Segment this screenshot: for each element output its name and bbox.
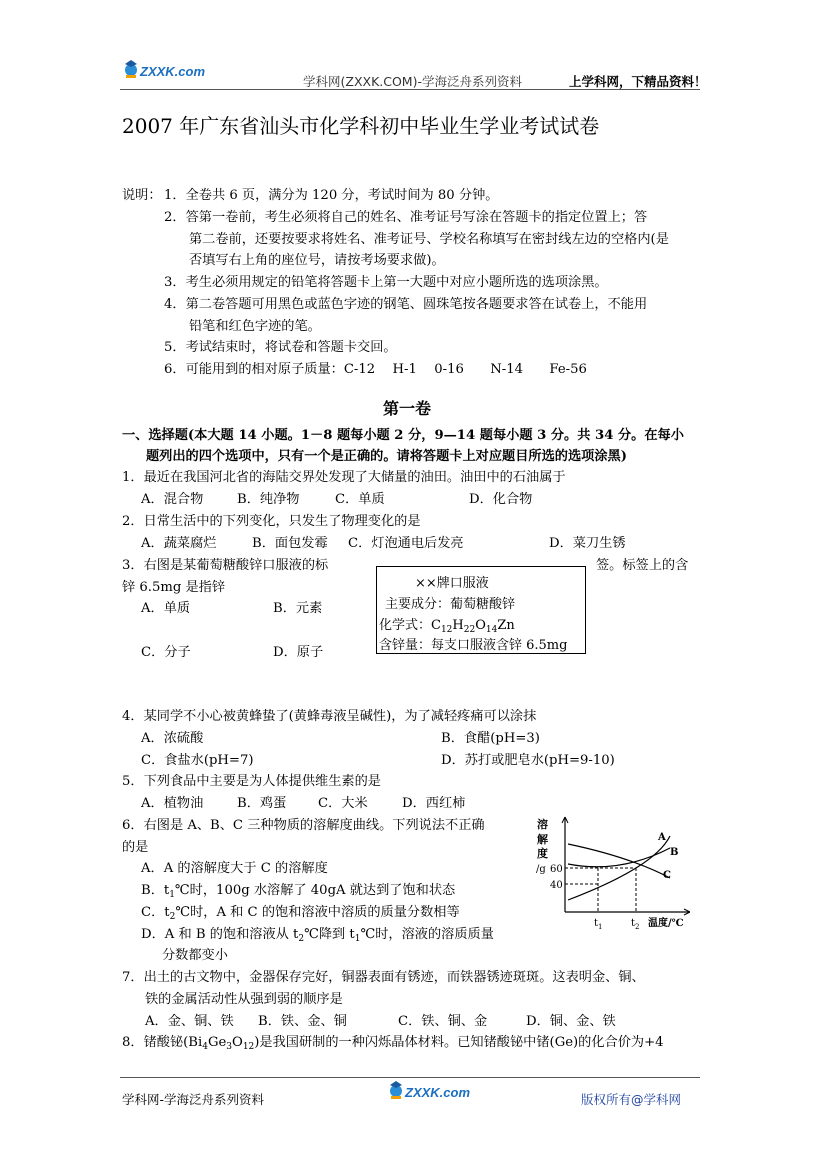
graph-t1-label: $t_1$ [594,918,603,931]
solubility-graph [530,812,700,937]
q4-option-d: D．苏打或肥皂水(pH=9-10) [441,753,615,768]
label-title: ××牌口服液 [415,576,489,591]
q2-stem: 2．日常生活中的下列变化，只发生了物理变化的是 [122,514,421,529]
header-center: 学科网(ZXXK.COM)-学海泛舟系列资料 [303,74,522,89]
curve-a-label: A [658,832,666,843]
q4-stem: 4．某同学不小心被黄蜂蛰了(黄蜂毒液呈碱性)，为了减轻疼痛可以涂抹 [122,709,537,724]
instruction-2a: 2．答第一卷前，考生必须将自己的姓名、准考证号写涂在答题卡的指定位置上；答 [164,210,648,225]
graph-tick-40: 40 [550,880,563,891]
q6-option-b: B．$t_1℃$时，100g 水溶解了 40gA 就达到了饱和状态 [141,883,456,900]
q3-option-d: D．原子 [273,645,324,660]
curve-b-label: B [670,847,679,858]
q1-option-c: C．单质 [335,492,385,507]
q8-stem: 8．锗酸铋$(Bi_4Ge_3O_{12})$是我国研制的一种闪烁晶体材料。已知锗酸铋中锗(Ge)的化合价为+4 [122,1035,664,1052]
q7-option-a: A．金、铜、铁 [145,1014,234,1029]
footer-logo [387,1080,479,1106]
q1-stem: 1．最近在我国河北省的海陆交界处发现了大储量的油田。油田中的石油属于 [122,470,566,485]
graph-ylabel-4: /g [536,864,546,875]
q2-option-d: D．菜刀生锈 [549,536,626,551]
section-title: 第一卷 [383,399,432,418]
q6-option-d: D．A 和 B 的饱和溶液从 $t_2℃$降到 $t_1℃$时，溶液的溶质质量 [141,927,494,944]
graph-tick-60: 60 [550,864,563,875]
instruction-4a: 4．第二卷答题可用黑色或蓝色字迹的钢笔、圆珠笔按各题要求答在试卷上，不能用 [164,297,648,312]
instruction-5: 5．考试结束时，将试卷和答题卡交回。 [164,340,397,355]
q1-option-a: A．混合物 [141,492,204,507]
instruction-6: 6．可能用到的相对原子质量：C-12 H-1 0-16 N-14 Fe-56 [164,362,587,377]
graph-xlabel: 温度/℃ [648,918,684,929]
q4-option-b: B．食醋(pH=3) [441,731,540,746]
q4-option-a: A．浓硫酸 [141,731,204,746]
q3-product-label [376,566,586,654]
q2-option-a: A．蔬菜腐烂 [141,536,217,551]
q7-option-b: B．铁、金、铜 [258,1014,347,1029]
instruction-4b: 铅笔和红色字迹的笔。 [189,319,321,334]
graph-ylabel-3: 度 [537,847,548,860]
q6-stem-1: 6．右图是 A、B、C 三种物质的溶解度曲线。下列说法不正确 [122,818,485,833]
part1-heading-line1: 一、选择题(本大题 14 小题。1－8 题每小题 2 分，9—14 题每小题 3 分。共 34 分。在每小 [122,428,684,443]
instruction-3: 3．考生必须用规定的铅笔将答题卡上第一大题中对应小题所选的选项涂黑。 [164,275,608,290]
label-zinc-content: 含锌量：每支口服液含锌 6.5mg [379,638,568,653]
q6-stem-2: 的是 [122,840,149,855]
q3-stem-2: 锌 6.5mg 是指锌 [122,580,226,595]
q5-option-b: B．鸡蛋 [237,796,287,811]
q3-option-b: B．元素 [273,601,323,616]
q7-option-d: D．铜、金、铁 [526,1014,616,1029]
label-formula: 化学式：$C_{12}H_{22}O_{14}Zn$ [379,618,515,635]
footer-logo-text: ZXXK.com [405,1085,471,1100]
curve-a [568,836,670,900]
page-title: 2007 年广东省汕头市化学科初中毕业生学业考试试卷 [122,114,600,138]
q2-option-b: B．面包发霉 [252,536,328,551]
graph-ylabel-2: 解 [537,833,548,846]
header-logo [122,58,214,86]
q1-option-d: D．化合物 [469,492,533,507]
header-rule [120,89,700,90]
instruction-2b: 第二卷前，还要按要求将姓名、准考证号、学校名称填写在密封线左边的空格内(是 [189,232,669,247]
q3-option-c: C．分子 [141,645,191,660]
footer-left: 学科网-学海泛舟系列资料 [122,1092,265,1107]
curve-c-label: C [663,870,671,881]
instructions-label: 说明： [122,188,162,203]
curve-c [568,844,670,878]
q5-stem: 5．下列食品中主要是为人体提供维生素的是 [122,774,381,789]
q1-option-b: B．纯净物 [237,492,300,507]
q3-option-a: A．单质 [141,601,191,616]
q6-option-c: C．$t_2℃$时，A 和 C 的饱和溶液中溶质的质量分数相等 [141,905,460,922]
q6-option-a: A．A 的溶解度大于 C 的溶解度 [141,861,328,876]
instruction-2c: 否填写右上角的座位号，请按考场要求做)。 [189,253,445,268]
graph-ylabel-1: 溶 [537,818,548,831]
footer-rule [120,1077,700,1078]
q5-option-c: C．大米 [318,796,368,811]
graph-t2-label: $t_2$ [631,918,640,931]
instruction-1: 1．全卷共 6 页，满分为 120 分，考试时间为 80 分钟。 [164,188,499,203]
q4-option-c: C．食盐水(pH=7) [141,753,254,768]
q6-option-d-cont: 分数都变小 [162,948,228,963]
q7-stem-2: 铁的金属活动性从强到弱的顺序是 [145,992,343,1007]
q7-option-c: C．铁、铜、金 [398,1014,488,1029]
q2-option-c: C．灯泡通电后发亮 [348,536,464,551]
q3-stem-left: 3．右图是某葡萄糖酸锌口服液的标 [122,558,329,573]
q3-stem-right: 签。标签上的含 [596,558,689,573]
q5-option-a: A．植物油 [141,796,204,811]
footer-right: 版权所有@学科网 [581,1092,682,1107]
q7-stem-1: 7．出土的古文物中，金器保存完好，铜器表面有锈迹，而铁器锈迹斑斑。这表明金、铜、 [122,970,645,985]
logo-text: ZXXK.com [140,64,206,79]
part1-heading-line2: 题列出的四个选项中，只有一个是正确的。请将答题卡上对应题目所选的选项涂黑) [146,449,627,464]
q5-option-d: D．西红柿 [402,796,466,811]
header-right: 上学科网，下精品资料！ [569,74,707,89]
label-ingredient: 主要成分：葡萄糖酸锌 [385,597,516,612]
